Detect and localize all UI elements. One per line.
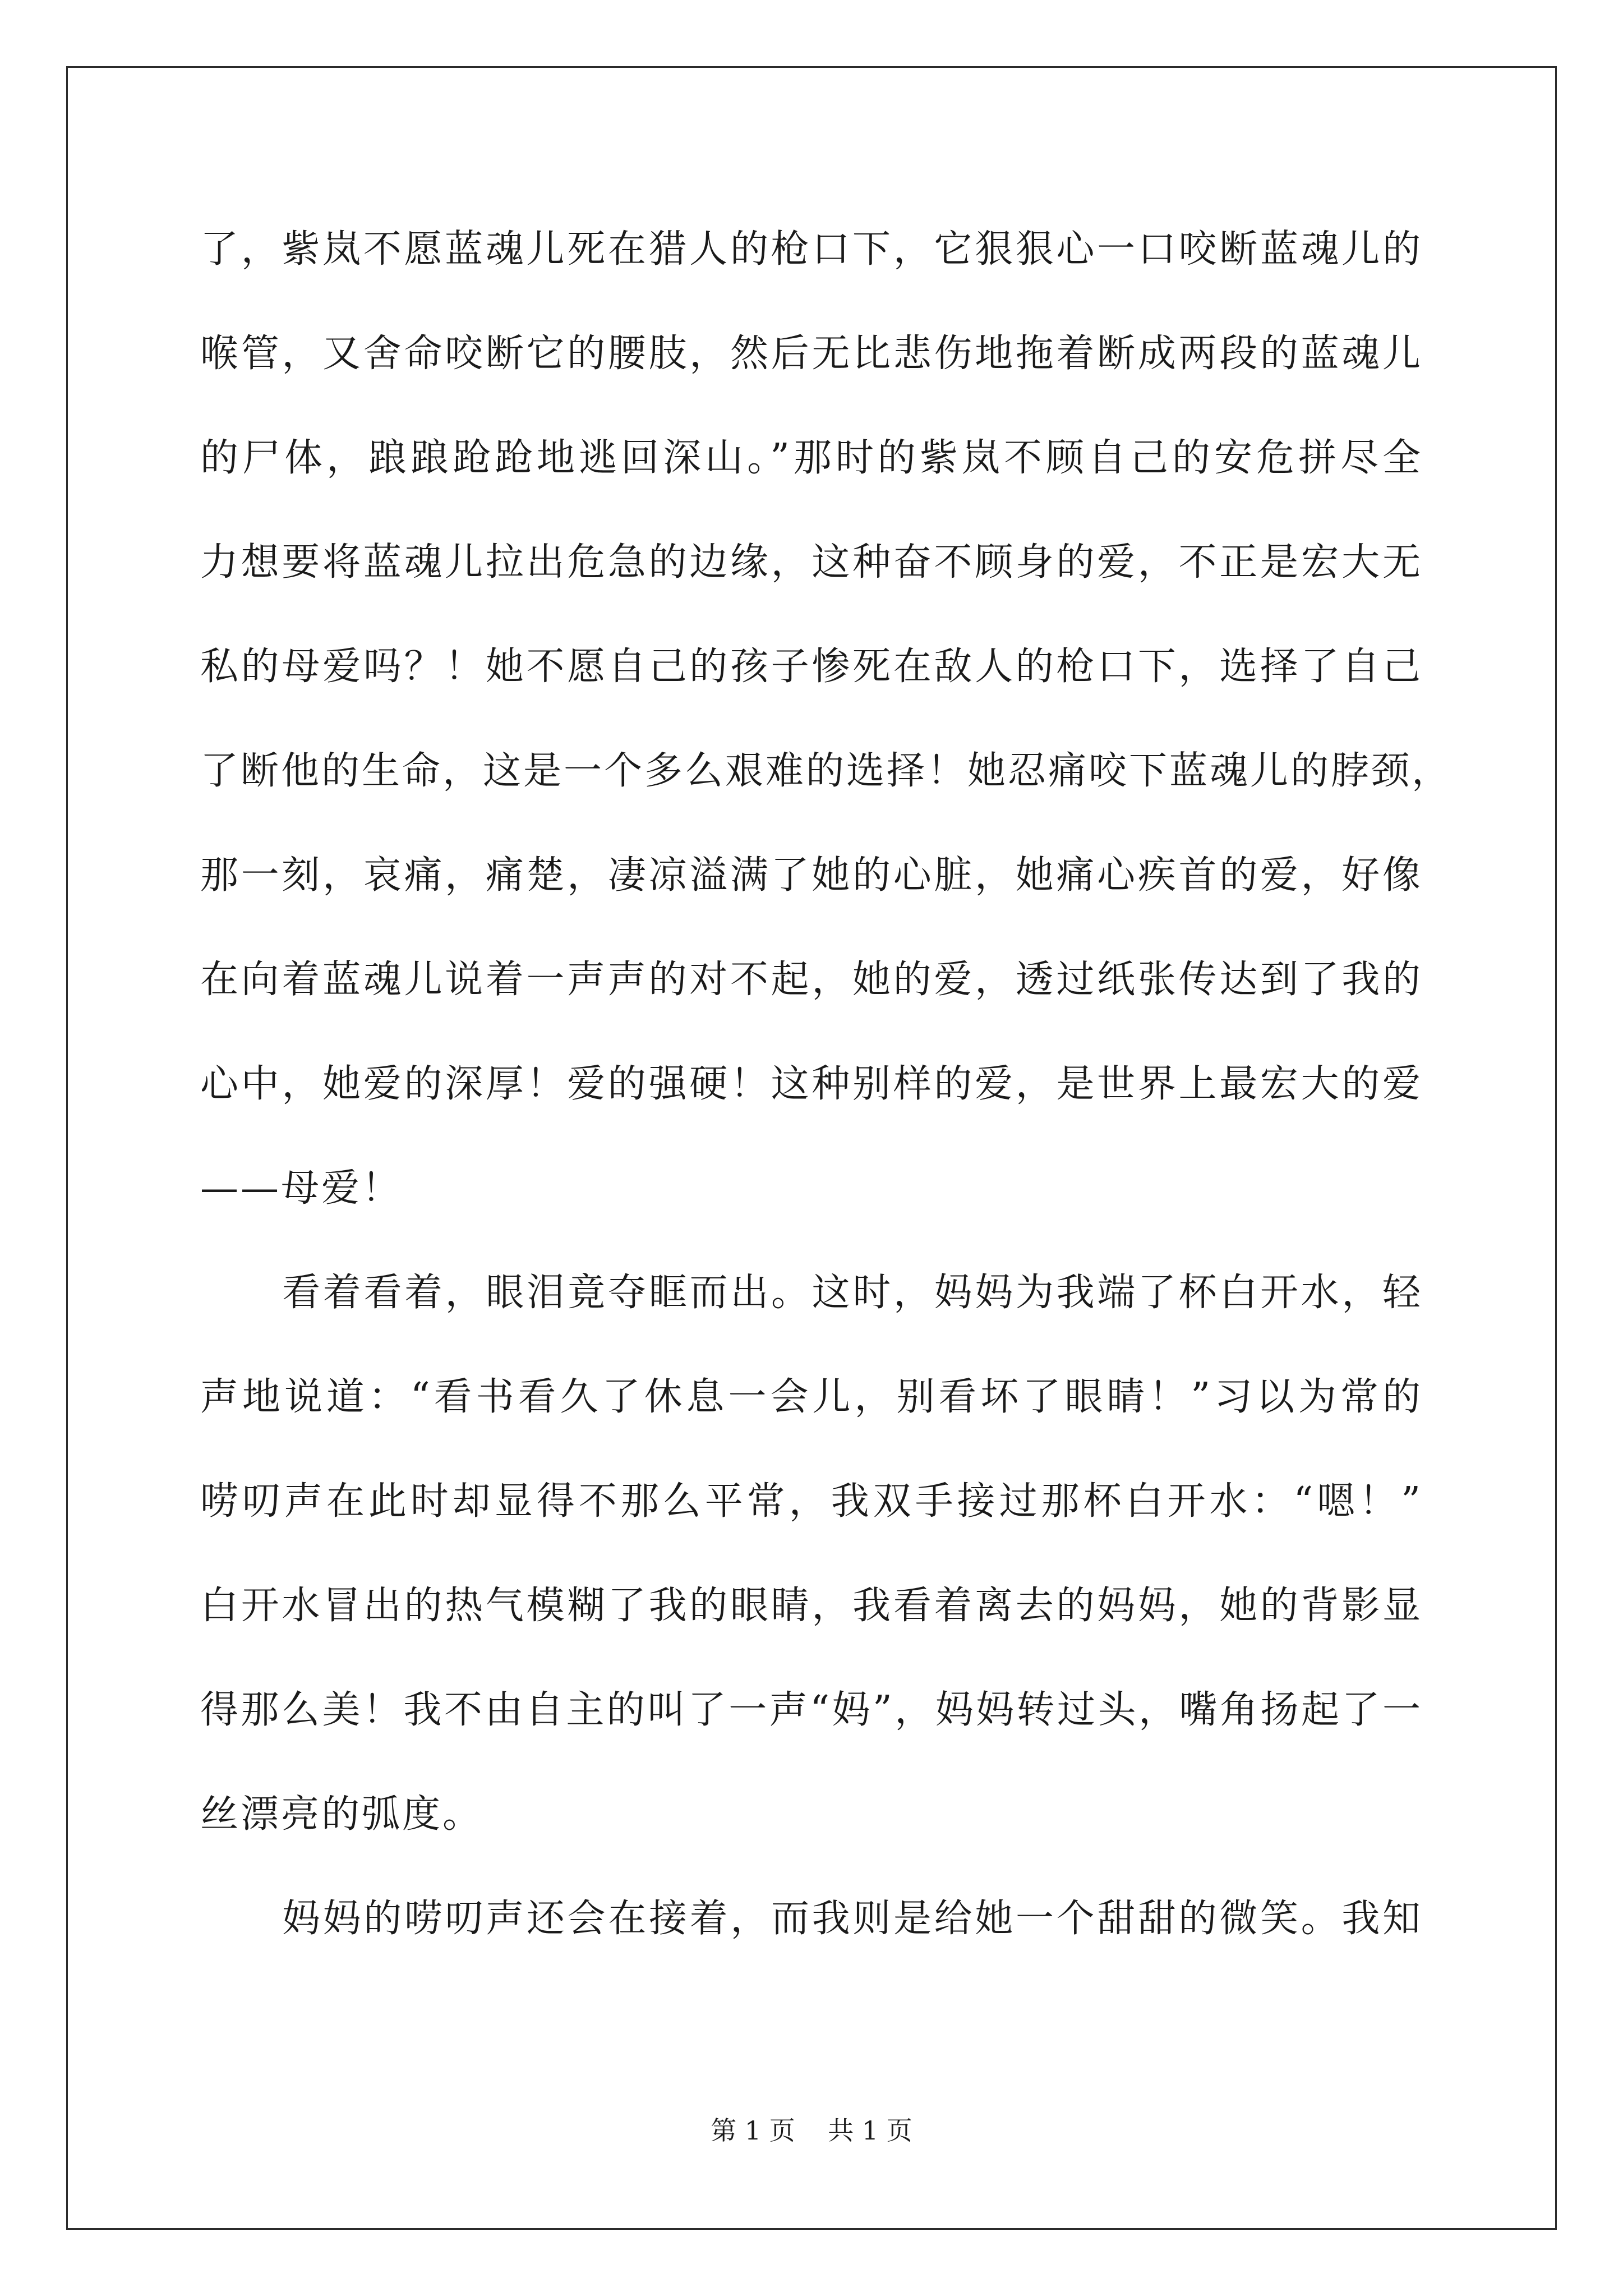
text-line: 的尸体，踉踉跄跄地逃回深山。”那时的紫岚不顾自己的安危拼尽全 (200, 436, 1423, 480)
text-line: 在向着蓝魂儿说着一声声的对不起，她的爱，透过纸张传达到了我的 (200, 958, 1423, 1002)
text-line: 丝漂亮的弧度。 (200, 1792, 483, 1837)
text-line: 声地说道：“看书看久了休息一会儿，别看坏了眼睛！”习以为常的 (200, 1375, 1423, 1419)
text-line: 私的母爱吗？！她不愿自己的孩子惨死在敌人的枪口下，选择了自己 (200, 645, 1423, 689)
text-line: 唠叨声在此时却显得不那么平常，我双手接过那杯白开水：“嗯！” (200, 1479, 1423, 1524)
text-line: 了，紫岚不愿蓝魂儿死在猎人的枪口下，它狠狠心一口咬断蓝魂儿的 (200, 227, 1423, 272)
page-number-footer: 第 1 页 共 1 页 (711, 2115, 912, 2146)
text-line: 心中，她爱的深厚！爱的强硬！这种别样的爱，是世界上最宏大的爱 (200, 1062, 1423, 1106)
paragraph-first-line: 看着看着，眼泪竟夺眶而出。这时，妈妈为我端了杯白开水，轻 (282, 1271, 1423, 1315)
text-line: ——母爱！ (200, 1166, 403, 1211)
text-line: 那一刻，哀痛，痛楚，凄凉溢满了她的心脏，她痛心疾首的爱，好像 (200, 853, 1423, 898)
text-line: 得那么美！我不由自主的叫了一声“妈”，妈妈转过头，嘴角扬起了一 (200, 1688, 1423, 1732)
paragraph-first-line: 妈妈的唠叨声还会在接着，而我则是给她一个甜甜的微笑。我知 (282, 1897, 1423, 1941)
text-line: 喉管，又舍命咬断它的腰肢，然后无比悲伤地拖着断成两段的蓝魂儿 (200, 332, 1423, 376)
text-line: 力想要将蓝魂儿拉出危急的边缘，这种奋不顾身的爱，不正是宏大无 (200, 540, 1423, 585)
text-line: 白开水冒出的热气模糊了我的眼睛，我看着离去的妈妈，她的背影显 (200, 1584, 1423, 1628)
text-line: 了断他的生命，这是一个多么艰难的选择！她忍痛咬下蓝魂儿的脖颈， (200, 749, 1453, 793)
